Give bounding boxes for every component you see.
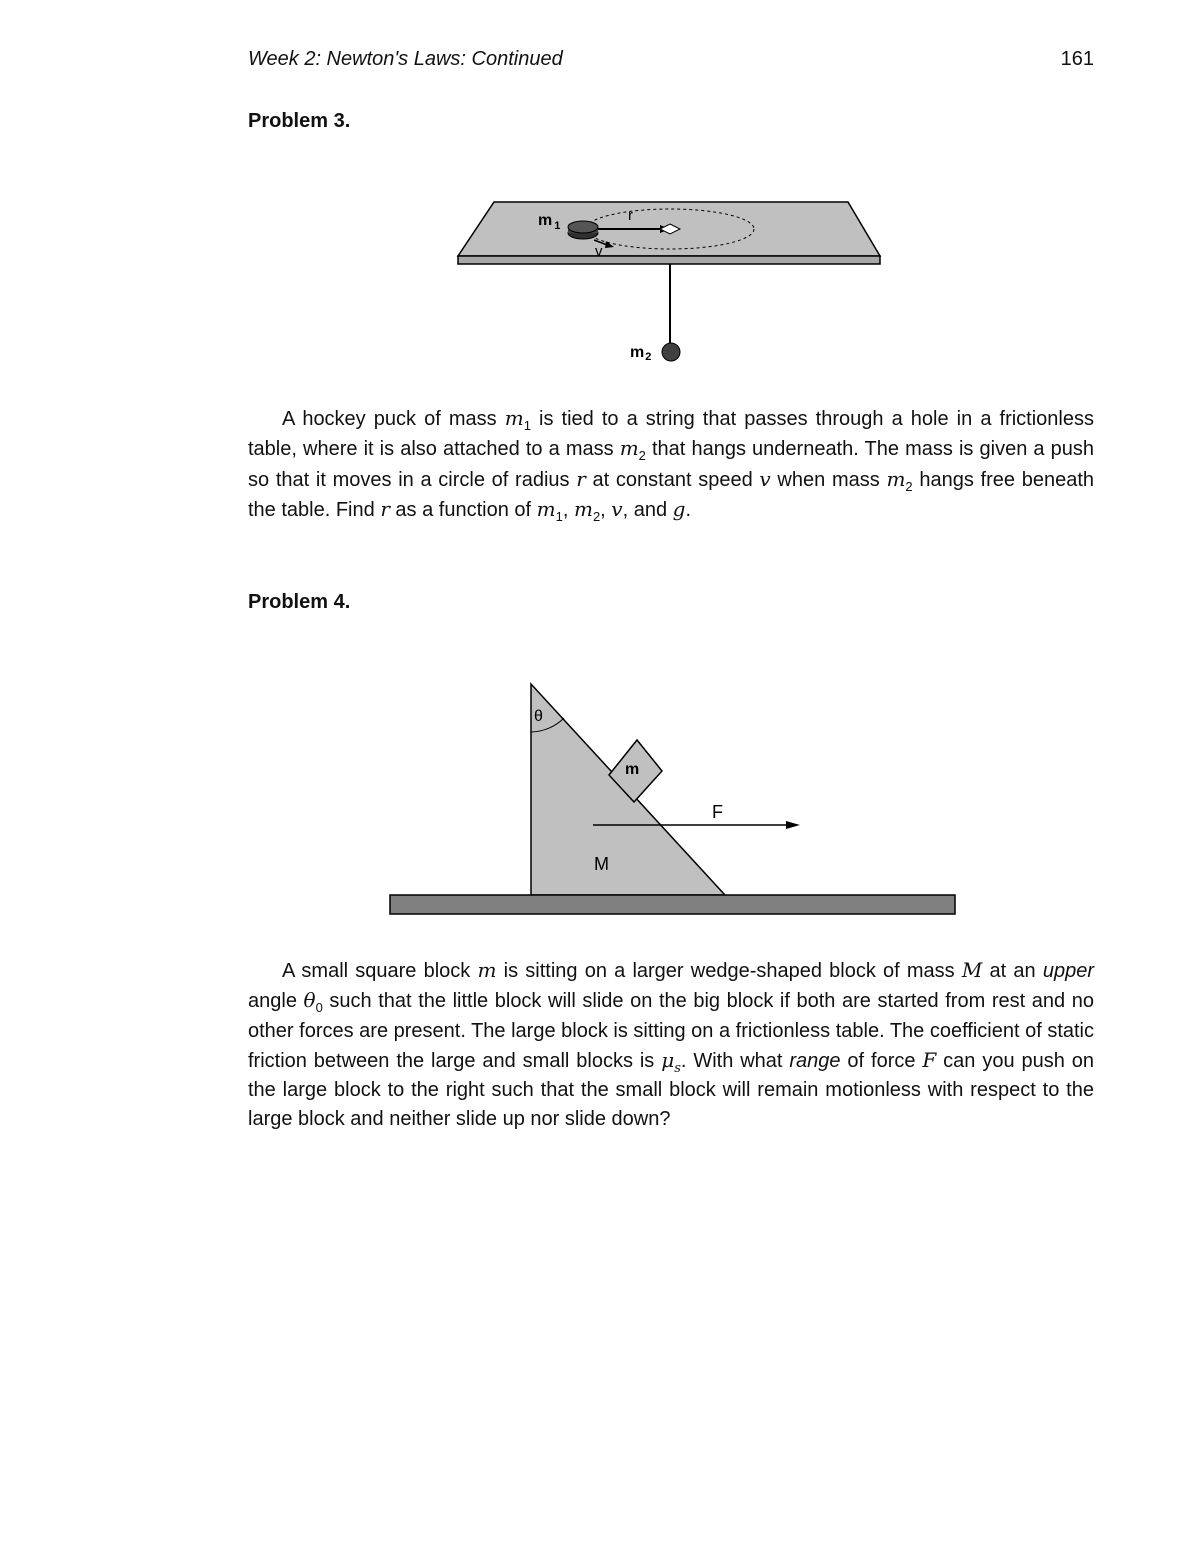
problem-4-text: A small square block m is sitting on a larger wedge-shaped block of mass M at an upper angle $\theta_0$ such that the little block will slide on the big block if both are started from rest and no other forces are present. The large block is sitting on a frictionless table. The coefficient of static friction between the large and small blocks is $\mu_s$. With what range of force F can you push on the large block to the right such that the small block will remain motionless with respect to the large block and neither slide up nor slide down? xyxy=(248,958,1094,1131)
hanging-mass xyxy=(662,343,680,361)
m2-label: m2 xyxy=(630,344,652,363)
problem-3-heading: Problem 3. xyxy=(248,110,351,132)
problem-3-figure xyxy=(0,190,1200,370)
puck-top xyxy=(568,221,598,233)
running-header xyxy=(248,48,1094,74)
theta-label: θ xyxy=(534,708,543,725)
small-block-label: m xyxy=(625,761,640,778)
ground-table xyxy=(390,895,955,914)
wedge-label: M xyxy=(594,854,609,874)
table-edge xyxy=(458,256,880,264)
problem-4-heading: Problem 4. xyxy=(248,591,351,613)
problem-4-figure xyxy=(0,680,1200,920)
page-number: 161 xyxy=(1060,48,1094,70)
r-label: r xyxy=(628,207,633,224)
m1-label: m $_1$ xyxy=(538,212,561,232)
v-label: v xyxy=(595,243,603,260)
running-title: Week 2: Newton's Laws: Continued xyxy=(248,48,563,70)
force-arrowhead xyxy=(786,821,800,829)
problem-3-text: A hockey puck of mass $m_1$ is tied to a string that passes through a hole in a frictionless table, where it is also attached to a mass $m_2$ that hangs underneath. The mass is given a push so that it moves in a circle of radius r at constant speed v when mass $m_2$ hangs free beneath the table. Find r as a function of $m_1$, $m_2$, v, and g. xyxy=(248,406,1095,524)
force-label: F xyxy=(712,802,723,822)
